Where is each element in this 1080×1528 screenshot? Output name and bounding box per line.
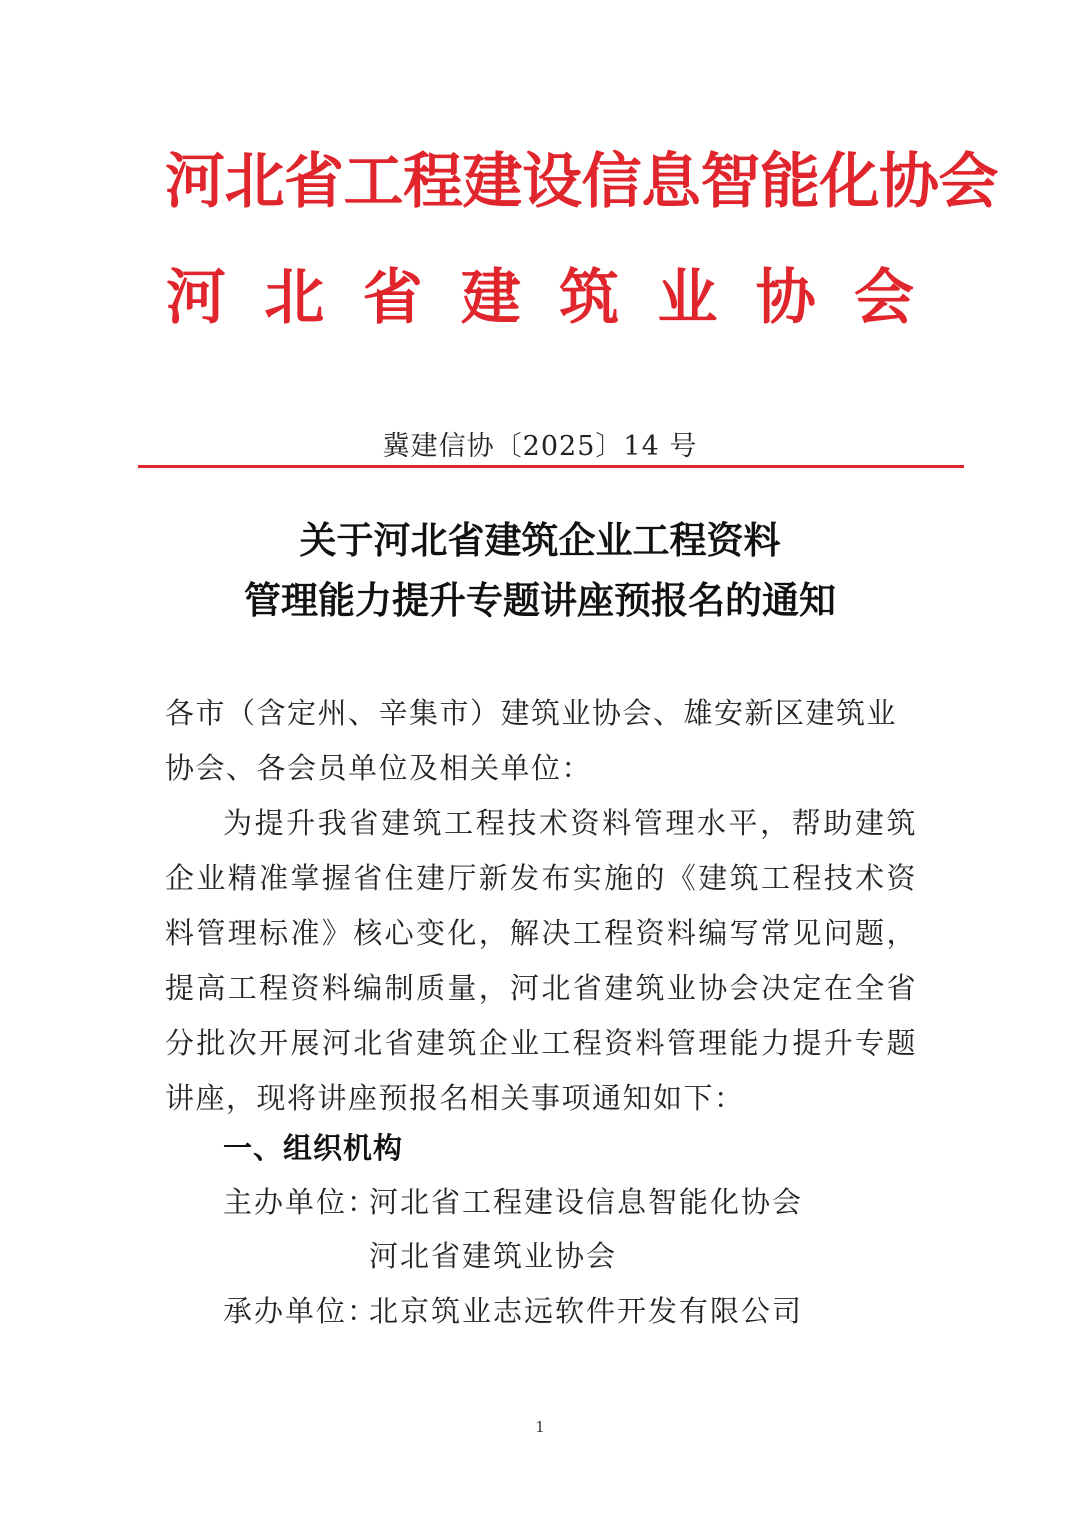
organizer-row [223, 1287, 803, 1335]
host-row-2 [223, 1232, 617, 1280]
document-number: 冀建信协〔2025〕14 号 [382, 431, 698, 462]
page-number: 1 [535, 1418, 545, 1436]
host-value-1: 河北省工程建设信息智能化协会 [369, 1185, 804, 1219]
letterhead-char: 省 [362, 263, 423, 333]
letterhead-char: 业 [657, 263, 718, 333]
organizer-value: 北京筑业志远软件开发有限公司 [369, 1294, 804, 1328]
document-title-line-2: 管理能力提升专题讲座预报名的通知 [244, 579, 836, 622]
red-divider-line [138, 465, 964, 468]
organizer-label: 承办单位： [223, 1294, 379, 1328]
letterhead-char: 北 [264, 263, 325, 333]
section-heading-organization: 一、组织机构 [223, 1131, 404, 1165]
letterhead-char: 协 [755, 263, 816, 333]
letterhead-char: 筑 [559, 263, 620, 333]
host-row [223, 1178, 803, 1226]
addressee: 各市（含定州、辛集市）建筑业协会、雄安新区建筑业协会、各会员单位及相关单位： [165, 696, 898, 785]
host-label: 主办单位： [223, 1185, 379, 1219]
letterhead-char: 河 [166, 263, 226, 333]
body-paragraph: 为提升我省建筑工程技术资料管理水平，帮助建筑企业精准掌握省住建厅新发布实施的《建筑工程技术资料管理标准》核心变化，解决工程资料编写常见问题，提高工程资料编制质量，河北省建筑业协会决定在全省分批次开展河北省建筑企业工程资料管理能力提升专题讲座，现将讲座预报名相关事项通知如下： [165, 806, 917, 1115]
letterhead-line-2 [165, 262, 915, 334]
host-value-2: 河北省建筑业协会 [369, 1239, 618, 1273]
letterhead-char: 建 [460, 263, 521, 333]
letterhead-char: 会 [853, 263, 914, 333]
document-title-line-1: 关于河北省建筑企业工程资料 [299, 519, 781, 562]
letterhead-line-1: 河北省工程建设信息智能化协会 [165, 147, 998, 217]
